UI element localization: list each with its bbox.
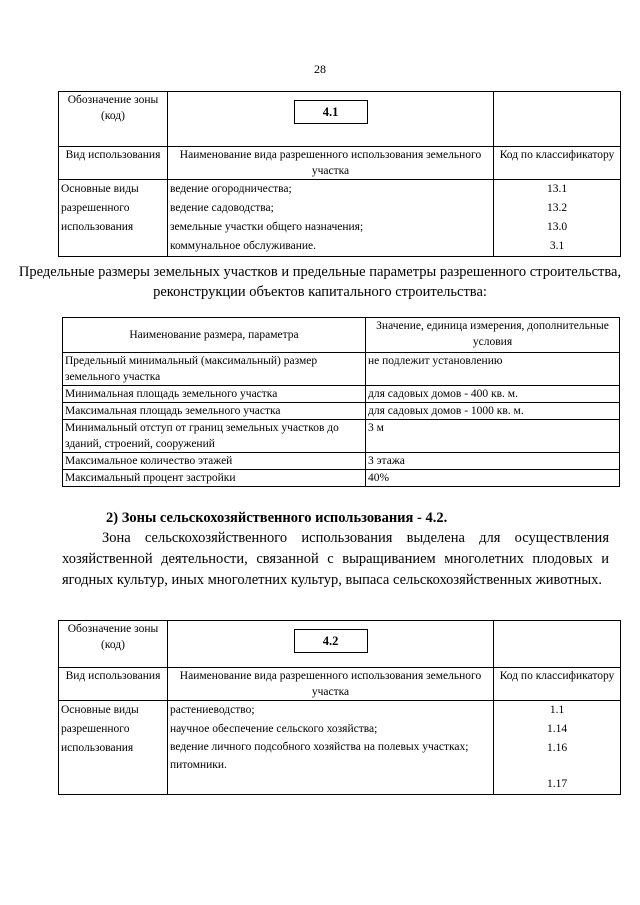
header-row: [59, 147, 621, 180]
param-value: для садовых домов - 1000 кв. м.: [366, 403, 620, 420]
param-name: Максимальный процент застройки: [63, 470, 366, 487]
usage-name: ведение личного подсобного хозяйства на полевых участках;: [170, 741, 469, 753]
usage-code: 1.17: [546, 778, 568, 790]
param-name: Предельный минимальный (максимальный) размер земельного участка: [63, 353, 366, 386]
header-type: Вид использования: [59, 668, 168, 701]
header-name: Наименование вида разрешенного использования земельного участка: [168, 668, 494, 701]
usage-category: Основные виды разрешенного использования: [59, 180, 168, 257]
zone-4-2-table: [58, 620, 621, 795]
params-row: [63, 403, 620, 420]
params-table: [62, 317, 620, 487]
params-header-value: Значение, единица измерения, дополнительные условия: [366, 318, 620, 353]
zone-code-row: [59, 92, 621, 147]
section-title: 2) Зоны сельскохозяйственного использования - 4.2.: [106, 510, 448, 526]
params-header-name: Наименование размера, параметра: [63, 318, 366, 353]
params-row: [63, 420, 620, 453]
param-name: Максимальное количество этажей: [63, 453, 366, 470]
params-header-row: [63, 318, 620, 353]
empty-cell: [494, 92, 621, 147]
param-value: 3 этажа: [366, 453, 620, 470]
page-number: 28: [314, 62, 326, 76]
zone-code-box: 4.2: [294, 629, 368, 653]
zone-label-cell: Обозначение зоны (код): [59, 92, 168, 147]
zone-4-1-table: [58, 91, 621, 257]
header-name: Наименование вида разрешенного использования земельного участка: [168, 147, 494, 180]
zone-code-cell: [168, 92, 494, 147]
param-value: 3 м: [366, 420, 620, 453]
usage-name: растениеводство;: [170, 704, 255, 716]
usage-code: 1.1: [549, 704, 565, 716]
usage-code: 1.16: [546, 742, 568, 754]
zone-code-box: 4.1: [294, 100, 368, 124]
header-classifier: Код по классификатору: [494, 147, 621, 180]
param-value: 40%: [366, 470, 620, 487]
usage-codes: [494, 701, 621, 795]
usage-name: ведение садоводства;: [170, 202, 274, 214]
header-row: [59, 668, 621, 701]
params-row: [63, 386, 620, 403]
params-heading: Предельные размеры земельных участков и предельные параметры разрешенного строительства, реконструкции объектов капитального строительства:: [18, 264, 622, 300]
usage-category: Основные виды разрешенного использования: [59, 701, 168, 795]
params-row: [63, 353, 620, 386]
header-classifier: Код по классификатору: [494, 668, 621, 701]
usage-code: 13.0: [546, 221, 568, 233]
usage-code: 1.14: [546, 723, 568, 735]
usage-names: [168, 701, 494, 795]
param-name: Минимальная площадь земельного участка: [63, 386, 366, 403]
usage-row: [59, 180, 621, 257]
zone-code-row: [59, 621, 621, 668]
usage-names: [168, 180, 494, 257]
section-paragraph: Зона сельскохозяйственного использования выделена для осуществления хозяйственной деятельности, связанной с выращиванием многолетних плодовых и ягодных культур, иных многолетних культур, выпаса сельскохозяйственных животных.: [62, 530, 609, 588]
usage-name: научное обеспечение сельского хозяйства;: [170, 723, 378, 735]
usage-code: 13.1: [546, 183, 568, 195]
zone-code-cell: [168, 621, 494, 668]
param-value: не подлежит установлению: [366, 353, 620, 386]
empty-cell: [494, 621, 621, 668]
usage-row: [59, 701, 621, 795]
usage-name: питомники.: [170, 759, 227, 771]
param-name: Максимальная площадь земельного участка: [63, 403, 366, 420]
params-row: [63, 453, 620, 470]
zone-label-cell: Обозначение зоны (код): [59, 621, 168, 668]
header-type: Вид использования: [59, 147, 168, 180]
usage-code: 13.2: [546, 202, 568, 214]
usage-codes: [494, 180, 621, 257]
params-row: [63, 470, 620, 487]
usage-name: коммунальное обслуживание.: [170, 240, 317, 252]
usage-name: земельные участки общего назначения;: [170, 221, 364, 233]
param-name: Минимальный отступ от границ земельных участков до зданий, строений, сооружений: [63, 420, 366, 453]
usage-code: 3.1: [549, 240, 565, 252]
usage-name: ведение огородничества;: [170, 183, 292, 195]
param-value: для садовых домов - 400 кв. м.: [366, 386, 620, 403]
